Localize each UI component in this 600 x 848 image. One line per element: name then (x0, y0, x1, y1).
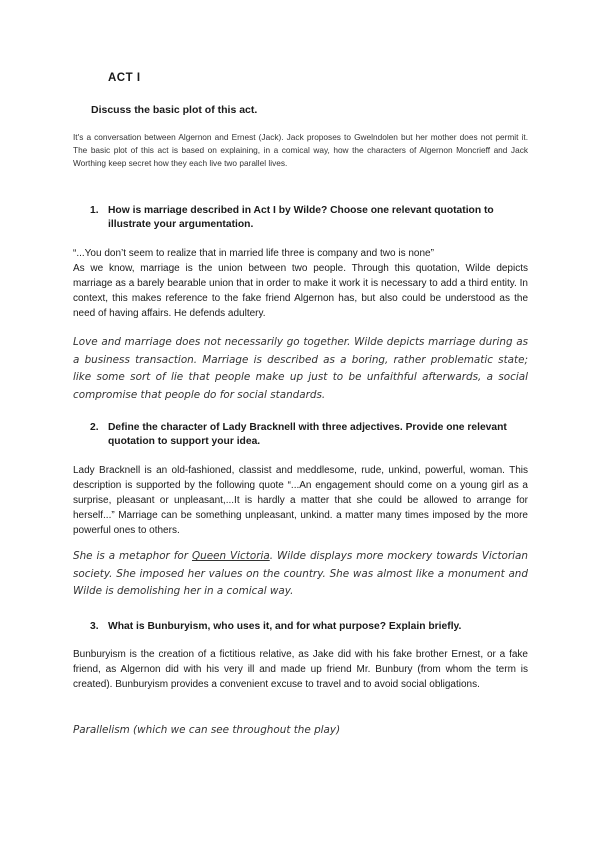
note-text: . Wilde displays more mockery towards Victorian society. She imposed her values on the country. She was almost like a monument and Wilde is demolishing her in a comical way. (73, 550, 528, 597)
handwritten-note-1: Love and marriage does not necessarily go together. Wilde depicts marriage during as a business transaction. Marriage is described as a boring, rather problematic state; like some sort of lie that people make up just to be unfaithful afterwards, a social compromise that people do for social standards. (73, 336, 528, 401)
answer-1 (73, 246, 528, 321)
question-text: How is marriage described in Act I by Wilde? Choose one relevant quotation to illustrate your argumentation. (108, 205, 494, 230)
handwritten-note-3: Parallelism (which we can see throughout the play) (73, 724, 341, 736)
question-text: What is Bunburyism, who uses it, and for what purpose? Explain briefly. (108, 621, 462, 632)
question-text: Define the character of Lady Bracknell with three adjectives. Provide one relevant quotation to support your idea. (108, 422, 507, 447)
answer-2: Lady Bracknell is an old-fashioned, classist and meddlesome, rude, unkind, powerful, woman. This description is supported by the following quote “...An engagement should come on a young girl as a surprise, pleasant or unpleasant,...It is hardly a matter that she could be allowed to arrange for herself...” Marriage can be something unpleasant, unkind. a matter many times imposed by the more powerful ones to others. (73, 465, 528, 536)
answer-3: Bunburyism is the creation of a fictitious relative, as Jake did with his fake brother Ernest, or a fake friend, as Algernon did with his very ill and made up friend Mr. Bunbury (from whom the term is created). Bunburyism provides a convenient excuse to travel and to avoid social obligations. (73, 649, 528, 690)
question-1 (90, 204, 530, 231)
question-3 (90, 620, 530, 634)
discussion-prompt: Discuss the basic plot of this act. (91, 104, 258, 116)
question-2 (90, 421, 530, 448)
plot-summary: It's a conversation between Algernon and Ernest (Jack). Jack proposes to Gwelndolen but her mother does not permit it. The basic plot of this act is based on explaining, in a comical way, how the characters of Algernon Moncrieff and Jack Worthing keep secret how they each live two parallel lives. (73, 132, 528, 168)
handwritten-note-2 (73, 548, 528, 601)
act-heading: ACT I (108, 72, 141, 84)
question-number: 2. (90, 422, 99, 433)
question-number: 3. (90, 621, 99, 632)
answer-text: As we know, marriage is the union between two people. Through this quotation, Wilde depicts marriage as a barely bearable union that in order to make it work it is necessary to add a third entity. In context, this makes reference to the fake friend Algernon has, but also could be understood as the need of having affairs. He defends adultery. (73, 263, 528, 319)
queen-victoria-link[interactable]: Queen Victoria (191, 550, 270, 562)
question-number: 1. (90, 205, 99, 216)
quotation: “...You don’t seem to realize that in married life three is company and two is none” (73, 248, 434, 259)
note-text: She is a metaphor for (73, 550, 192, 562)
